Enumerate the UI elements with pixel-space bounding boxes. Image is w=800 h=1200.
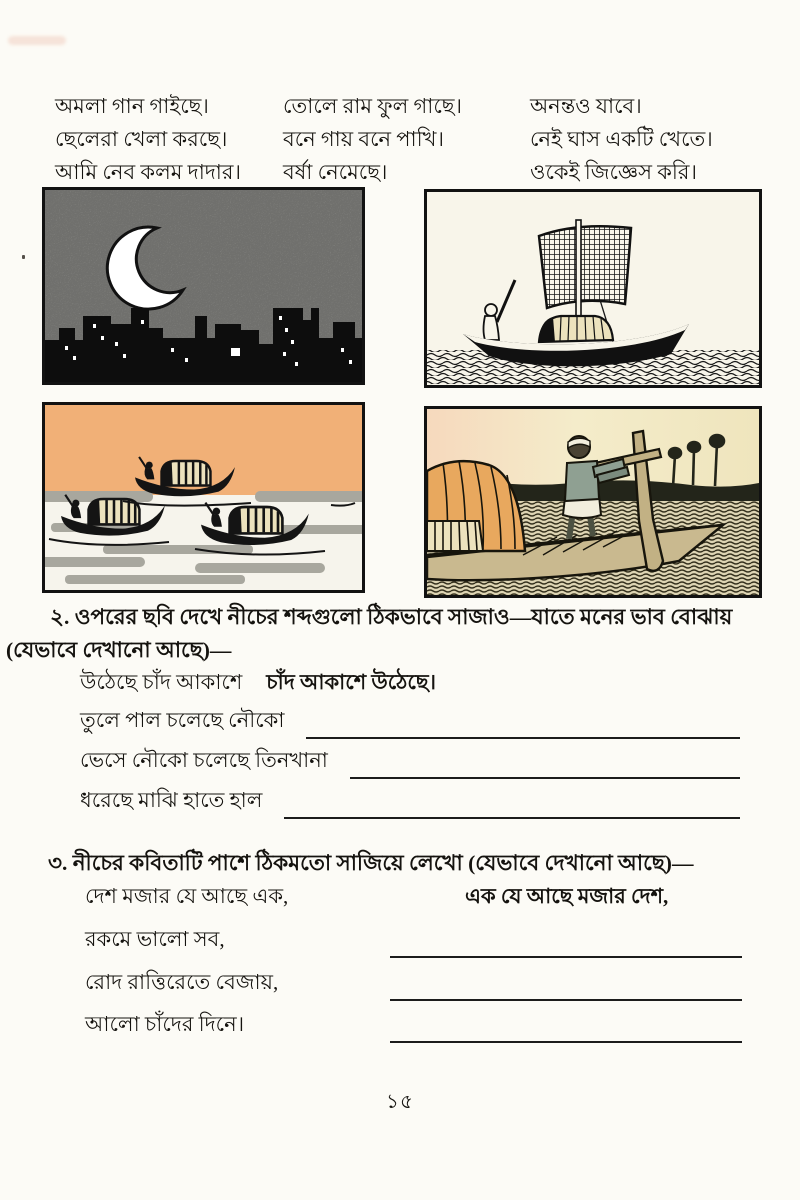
answer-blank-line: [350, 755, 740, 779]
exercise2-example-answer: চাঁদ আকাশে উঠেছে।: [266, 670, 437, 694]
exercise3-row: [85, 923, 742, 958]
exercise2-heading-line2: (যেভাবে দেখানো আছে)—: [6, 638, 232, 662]
answer-blank-line: [390, 1019, 742, 1043]
exercise3-example-row: [85, 880, 742, 915]
page-number: ১৫: [386, 1091, 414, 1113]
answer-blank-line: [306, 715, 740, 739]
night-city-illustration: [42, 187, 365, 385]
exercise3-prompt: রকমে ভালো সব,: [85, 927, 225, 951]
exercise3-row: [85, 1008, 742, 1043]
word-line: ছেলেরা খেলা করছে।: [55, 127, 228, 151]
word-line: বনে গায় বনে পাখি।: [283, 127, 444, 151]
sail: [539, 226, 631, 308]
thatched-canopy: [539, 316, 613, 342]
sailboat-image: [427, 192, 759, 385]
word-column-1: [55, 90, 241, 189]
exercise3-heading: ৩. নীচের কবিতাটি পাশে ঠিকমতো সাজিয়ে লেখো (যেভাবে দেখানো আছে)—: [48, 851, 694, 875]
word-line: ওকেই জিজ্ঞেস করি।: [530, 160, 697, 184]
word-line: বর্ষা নেমেছে।: [283, 160, 388, 184]
city-skyline: [45, 308, 362, 382]
answer-blank-line: [390, 934, 742, 958]
word-line: অমলা গান গাইছে।: [55, 94, 209, 118]
word-column-3: [530, 90, 713, 189]
exercise2-prompt: ধরেছে মাঝি হাতে হাল: [80, 788, 263, 812]
exercise3-prompt: রোদ রাত্তিরেতে বেজায়,: [85, 970, 279, 994]
exercise2-row: [80, 744, 740, 779]
scan-smudge: [8, 36, 66, 45]
exercise3-prompt: আলো চাঁদের দিনে।: [85, 1012, 245, 1036]
boatman-illustration: [424, 406, 762, 598]
exercise2-prompt: ভেসে নৌকো চলেছে তিনখানা: [80, 748, 328, 772]
word-line: নেই ঘাস একটি খেতে।: [530, 127, 713, 151]
exercise2-heading-line1: ২. ওপরের ছবি দেখে নীচের শব্দগুলো ঠিকভাবে সাজাও—যাতে মনের ভাব বোঝায়: [50, 605, 733, 629]
three-boats-sunset-image: [45, 405, 362, 590]
answer-blank-line: [284, 795, 740, 819]
word-column-2: [283, 90, 462, 189]
exercise2-row: [80, 704, 740, 739]
scan-dot: [22, 255, 25, 259]
exercise2-prompt: তুলে পাল চলেছে নৌকো: [80, 708, 285, 732]
exercise2-row: [80, 784, 740, 819]
exercise3-prompt: দেশ মজার যে আছে এক,: [85, 884, 289, 908]
exercise2-prompt: উঠেছে চাঁদ আকাশে: [80, 670, 243, 694]
exercise2-example-row: [80, 666, 660, 701]
word-line: আমি নেব কলম দাদার।: [55, 160, 241, 184]
word-line: তোলে রাম ফুল গাছে।: [283, 94, 463, 118]
exercise3-row: [85, 966, 742, 1001]
sunset-boats-illustration: [42, 402, 365, 593]
answer-blank-line: [390, 977, 742, 1001]
exercise3-example-answer: এক যে আছে মজার দেশ,: [465, 884, 669, 908]
boatman-rudder-image: [427, 409, 759, 595]
crescent-moon-city-night-image: [45, 190, 362, 382]
sailboat-illustration: [424, 189, 762, 388]
word-line: অনন্তও যাবে।: [530, 94, 642, 118]
